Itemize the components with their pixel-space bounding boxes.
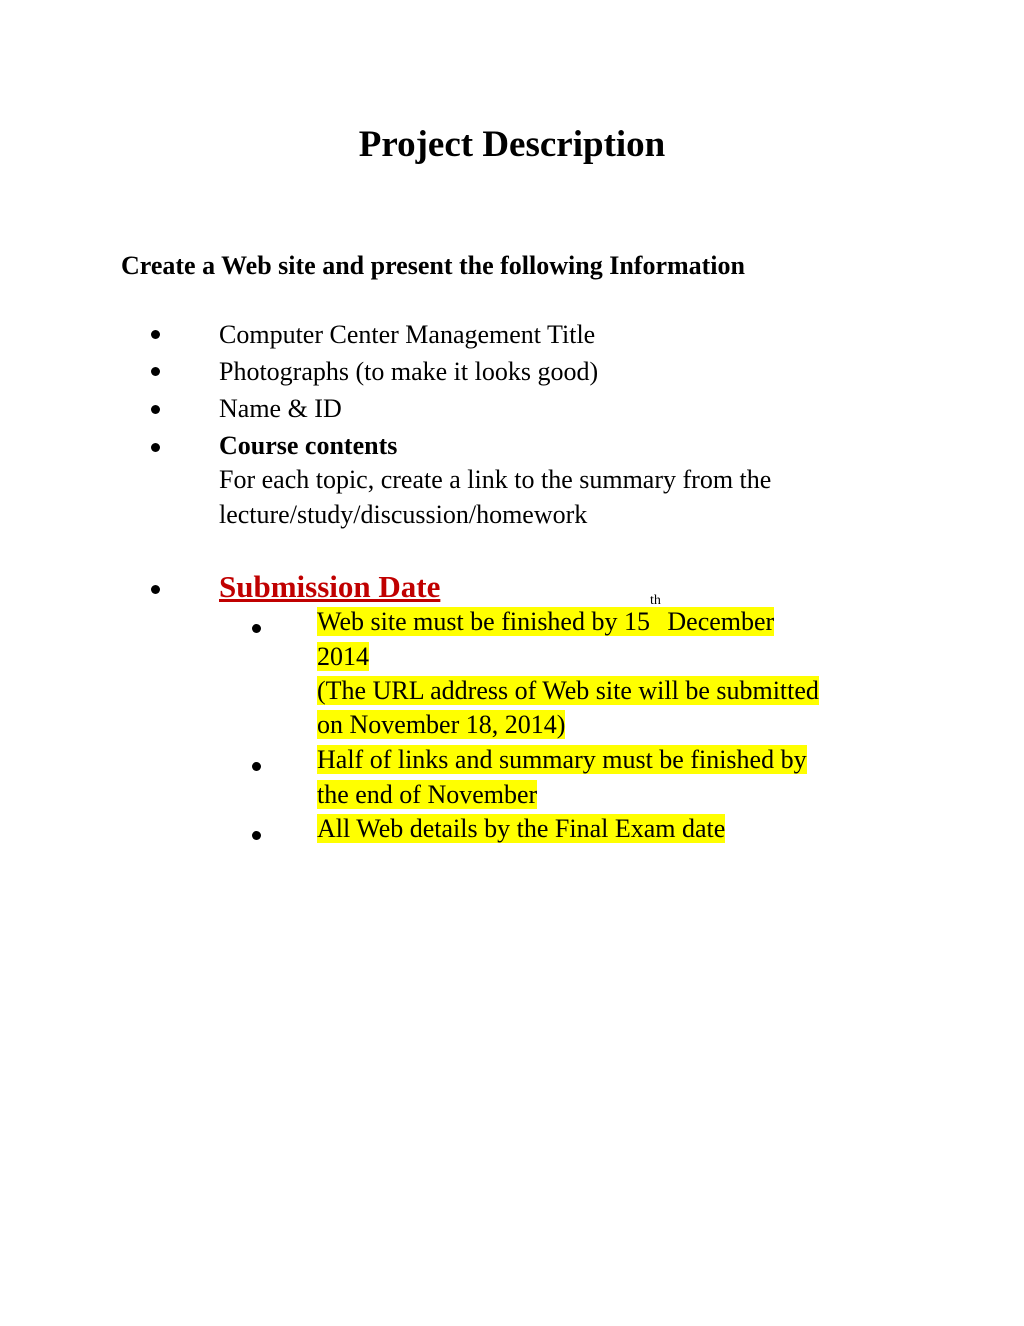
sub-list-item [317,743,807,778]
list-item-text: For each topic, create a link to the summary from the [219,465,772,494]
sub-list-item-line [317,674,819,709]
list-item: Computer Center Management Title [219,320,596,349]
sub-list-item-line [317,778,537,813]
highlighted-text: Web site must be finished by 15th December [317,593,775,636]
list-item: Photographs (to make it looks good) [219,357,599,386]
sub-list-item-line [317,708,565,743]
list-item: Name & ID [219,394,342,423]
highlighted-text: the end of November [317,780,538,809]
list-item-heading: Course contents [219,431,398,460]
bullet-icon [151,443,160,452]
bullet-icon [151,330,160,339]
instructions-heading: Create a Web site and present the following Information [121,251,745,280]
bullet-icon [252,762,261,771]
highlighted-text: 2014 [317,642,369,671]
bullet-icon [151,405,160,414]
highlighted-text: All Web details by the Final Exam date [317,814,726,843]
bullet-icon [151,367,160,376]
submission-date-heading: Submission Date [219,569,441,604]
list-item-text: lecture/study/discussion/homework [219,500,588,529]
sub-list-item-line [317,640,369,675]
page-title: Project Description [358,124,666,165]
bullet-icon [151,585,160,594]
sub-list-item [317,593,775,640]
highlighted-text: Half of links and summary must be finished by [317,745,807,774]
highlighted-text: on November 18, 2014) [317,710,566,739]
highlighted-text: (The URL address of Web site will be submitted [317,676,819,705]
bullet-icon [252,624,261,633]
sub-list-item [317,812,725,847]
bullet-icon [252,831,261,840]
